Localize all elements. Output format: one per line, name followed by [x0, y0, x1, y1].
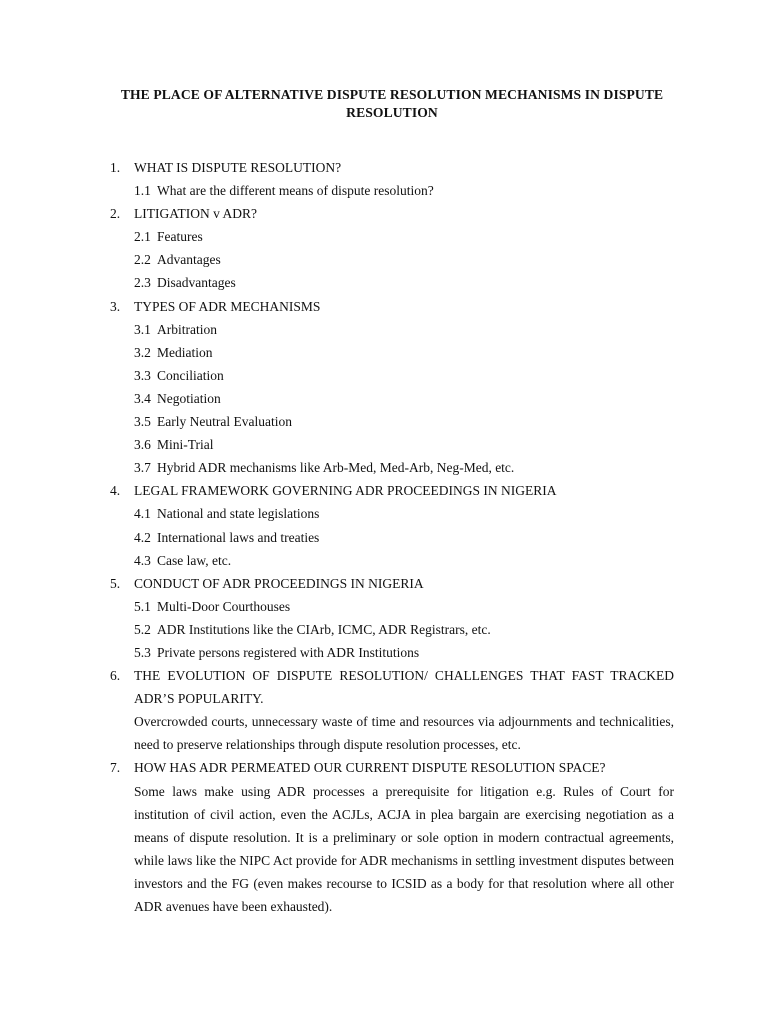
document-title: THE PLACE OF ALTERNATIVE DISPUTE RESOLUTION MECHANISMS IN DISPUTE RESOLUTION: [120, 87, 664, 120]
subitem-number: 2.1: [134, 229, 151, 245]
item-heading: HOW HAS ADR PERMEATED OUR CURRENT DISPUTE RESOLUTION SPACE?: [134, 760, 606, 776]
subitem-text: Advantages: [157, 252, 221, 268]
subitem: [110, 318, 674, 341]
subitem-text: Arbitration: [157, 321, 217, 337]
item-number: 4.: [110, 483, 121, 499]
subitem: [110, 456, 674, 479]
subitem: [110, 502, 674, 525]
item-number: 3.: [110, 298, 121, 314]
subitem: [110, 248, 674, 271]
subitem-text: Hybrid ADR mechanisms like Arb-Med, Med-Arb, Neg-Med, etc.: [157, 460, 515, 476]
subitem-number: 1.1: [134, 183, 151, 199]
subitem-text: Early Neutral Evaluation: [157, 414, 292, 430]
subitem: [110, 364, 674, 387]
subitem: [110, 410, 674, 433]
subitem: [110, 641, 674, 664]
subitem-text: Multi-Door Courthouses: [157, 598, 291, 614]
subitem-number: 4.2: [134, 529, 151, 545]
item-number: 5.: [110, 575, 121, 591]
subitem-text: Mini-Trial: [157, 437, 214, 453]
subitem-text: Private persons registered with ADR Institutions: [157, 644, 420, 660]
subitem: [110, 341, 674, 364]
outline-list: [110, 156, 674, 918]
item-heading: WHAT IS DISPUTE RESOLUTION?: [134, 160, 342, 175]
subitem: [110, 271, 674, 294]
subitem-number: 2.2: [134, 252, 151, 268]
subitem-number: 5.3: [134, 644, 151, 660]
item-number: 7.: [110, 760, 121, 776]
subitem-number: 4.1: [134, 506, 151, 522]
item-heading: LITIGATION v ADR?: [134, 206, 257, 222]
item-heading: CONDUCT OF ADR PROCEEDINGS IN NIGERIA: [134, 575, 424, 591]
item-heading: TYPES OF ADR MECHANISMS: [134, 298, 321, 314]
item-number: 2.: [110, 206, 121, 222]
subitem-number: 3.2: [134, 344, 151, 360]
subitem: [110, 618, 674, 641]
subitem-text: Mediation: [157, 344, 213, 360]
item-heading: THE EVOLUTION OF DISPUTE RESOLUTION/ CHALLENGES THAT FAST TRACKED ADR’S POPULARITY.: [134, 668, 674, 707]
outline-item-5: [110, 572, 674, 664]
outline-item-2: [110, 202, 674, 294]
subitem-text: National and state legislations: [157, 506, 320, 522]
subitem-number: 5.1: [134, 598, 151, 614]
subitem-number: 2.3: [134, 275, 151, 291]
outline-item-7: [110, 756, 674, 918]
outline-item-6: [110, 664, 674, 756]
outline-item-3: [110, 295, 674, 480]
subitem-text: Negotiation: [157, 390, 221, 406]
subitem: [110, 225, 674, 248]
outline-item-4: [110, 479, 674, 571]
item-paragraph: Overcrowded courts, unnecessary waste of time and resources via adjournments and technicalities, need to preserve relationships through dispute resolution processes, etc.: [134, 714, 674, 753]
subitem-number: 5.2: [134, 621, 151, 637]
subitem: [110, 179, 674, 202]
subitem-text: What are the different means of dispute resolution?: [157, 183, 434, 199]
subitem: [110, 595, 674, 618]
subitem-text: Case law, etc.: [157, 552, 232, 568]
item-number: 6.: [110, 668, 121, 684]
item-number: 1.: [110, 160, 121, 175]
subitem: [110, 526, 674, 549]
subitem: [110, 387, 674, 410]
subitem-text: Conciliation: [157, 367, 224, 383]
subitem: [110, 549, 674, 572]
subitem-number: 4.3: [134, 552, 151, 568]
subitem-text: Disadvantages: [157, 275, 236, 291]
subitem: [110, 433, 674, 456]
item-paragraph: Some laws make using ADR processes a prerequisite for litigation e.g. Rules of Court for institution of civil action, even the ACJLs, ACJA in plea bargain are exercising negotiation as a means of dispute resolution. It is a preliminary or sole option in modern contractual agreements, while laws like the NIPC Act provide for ADR mechanisms in settling investment disputes between investors and the FG (even makes recourse to ICSID as a body for that resolution where all other ADR avenues have been exhausted).: [134, 783, 674, 914]
subitem-number: 3.4: [134, 390, 151, 406]
subitem-number: 3.5: [134, 414, 151, 430]
subitem-number: 3.1: [134, 321, 151, 337]
item-heading: LEGAL FRAMEWORK GOVERNING ADR PROCEEDINGS IN NIGERIA: [134, 483, 557, 499]
subitem-text: International laws and treaties: [157, 529, 320, 545]
subitem-number: 3.3: [134, 367, 151, 383]
subitem-number: 3.7: [134, 460, 151, 476]
subitem-text: Features: [157, 229, 203, 245]
outline-item-1: [110, 156, 674, 202]
subitem-number: 3.6: [134, 437, 151, 453]
subitem-text: ADR Institutions like the CIArb, ICMC, ADR Registrars, etc.: [157, 621, 491, 637]
